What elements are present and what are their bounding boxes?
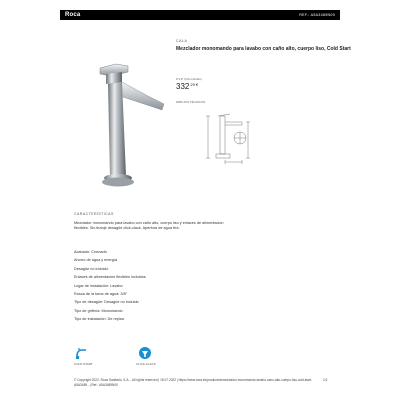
feature-item: Tipo de desagüe: Desagüe no incluido [74, 300, 139, 305]
reference-code: REF.: A5A3489N00 [299, 13, 335, 17]
click-clack-icon [138, 346, 152, 360]
product-price [176, 82, 198, 91]
page-number: 1/2 [323, 378, 328, 382]
product-series: CALA [176, 39, 188, 43]
product-description: Mezclador monomando para lavabo con caño alto, cuerpo liso y enlaces de alimentación flexibles. Sin tiranje desagüe click-clack. Apertura de agua fría. [74, 221, 224, 231]
feature-item: Acabado: Cromado [74, 250, 107, 254]
feature-item: Lugar de instalación: Lavabo [74, 283, 123, 288]
characteristics-title: CARACTERÍSTICAS [74, 212, 114, 216]
product-title: Mezclador monomando para lavabo con caño alto, cuerpo liso, Cold Start [176, 46, 351, 52]
feature-item: Ahorro de agua y energía [74, 258, 118, 263]
price-cents: 29 € [190, 82, 199, 87]
features-list [74, 248, 234, 324]
faucet-image [88, 56, 168, 196]
click-clack-caption: CLICK-CLACK [136, 362, 156, 366]
price-label: P.V.P. (IVA incluido) [176, 77, 202, 81]
feature-item: Enlaces de alimentación flexibles incluidos [74, 275, 146, 280]
cold-start-icon [74, 346, 88, 360]
cold-start-caption: COLD START [74, 362, 93, 366]
footer-copyright: © Copyright 2022, Roca Sanitario, S.A. - All rights reserved | 15.07.2022 | https://www.roca.es/productos/mezclador-monomando-lavabo-cano-alto-cuerpo-liso-cold-start-A5A3489...| Ref.: A5A3489N00 [74, 378, 313, 387]
feature-item: Tipo de instalación: De repisa [74, 317, 124, 322]
roca-logo: Roca [65, 12, 81, 18]
price-integer: 332 [176, 82, 190, 91]
technical-drawings-label: DIBUJOS TÉCNICOS [176, 100, 206, 104]
feature-item: Desagüe no incluido [74, 266, 109, 271]
header-bar [60, 10, 340, 20]
feature-icons [74, 346, 194, 376]
feature-item: Rosca de la toma de agua: 3/8" [74, 291, 128, 296]
technical-drawing [200, 112, 260, 167]
feature-item: Tipo de grifería: Monomando [74, 308, 123, 313]
